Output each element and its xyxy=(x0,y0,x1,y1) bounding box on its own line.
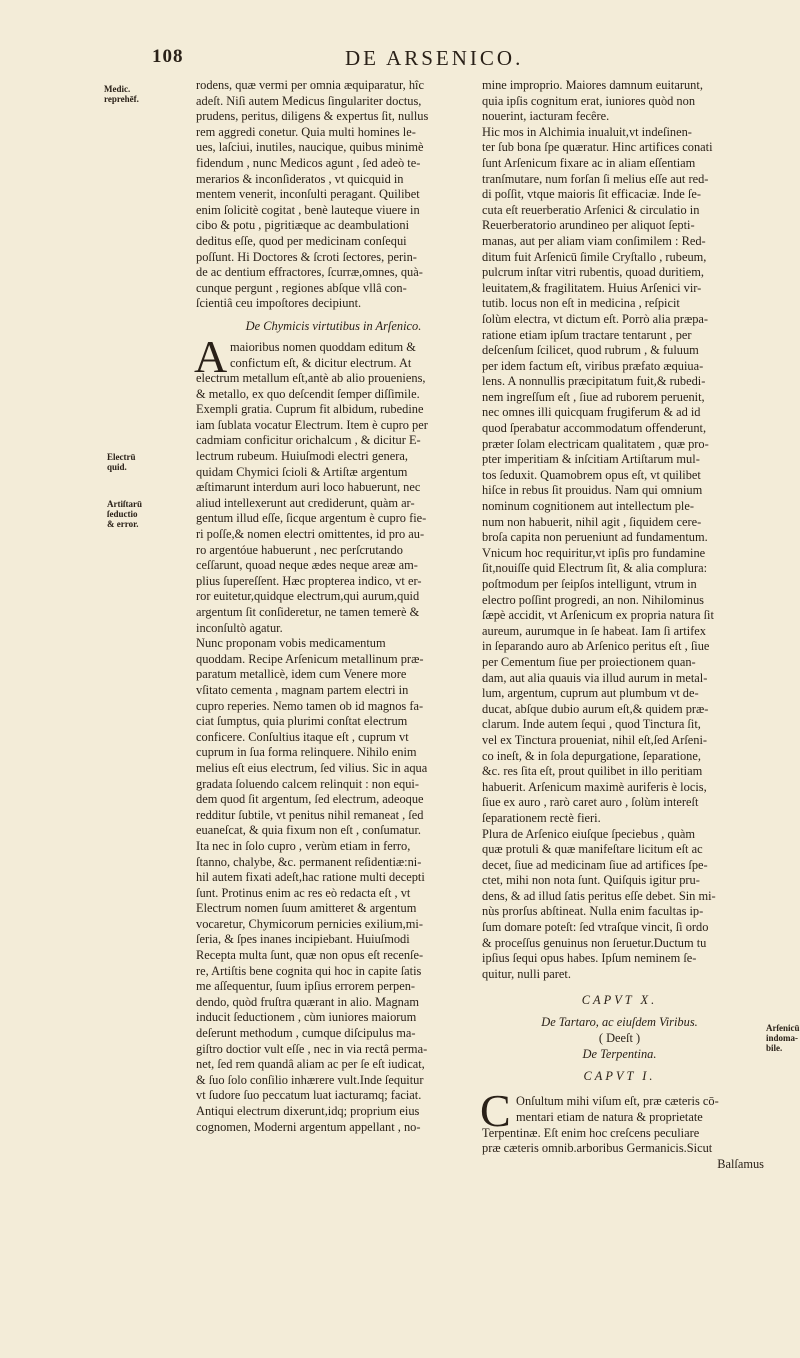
text-line: ipſius ſequi opus habes. Ipſum neminem ſe- xyxy=(482,951,697,966)
text-line: hiſce in rebus ſit prouidus. Nam qui omnium xyxy=(482,483,703,498)
text-line: æſtimarunt interdum auri loco habuerunt, nec xyxy=(196,480,421,495)
left-column xyxy=(196,78,471,1135)
text-line: ter ſub bona ſpe quæratur. Hinc artifices conati xyxy=(482,140,713,155)
text-line: ſiue ex auro , rarò caret auro , ſolùm intereſt xyxy=(482,795,699,810)
text-line: quitur, nulli paret. xyxy=(482,966,571,981)
text-line: net, ſed rem quandâ aliam ac per ſe eſt iudicat, xyxy=(196,1057,425,1072)
text-line: gradata ſoluendo calcem relinquit : non equi- xyxy=(196,776,419,791)
text-line: ditum fuit Arſenicū ſimile Cryſtallo , rubeum, xyxy=(482,249,707,264)
text-line: melius eſt eius electrum, ſed vilius. Sic in aqua xyxy=(196,760,428,775)
text-line: electrum metallum eſt,antè ab alio proueniens, xyxy=(196,371,426,386)
text-line: cupro reperies. Nemo tamen ob id magnos fa- xyxy=(196,698,424,713)
text-line: inconſultò agatur. xyxy=(196,620,283,635)
text-line: rem aggredi conetur. Quia multi homines le- xyxy=(196,124,416,139)
text-line: pter imperitiam & inſcitiam Artiſtarum mul- xyxy=(482,452,700,467)
catchword: Balſamus xyxy=(717,1156,764,1171)
text-line: Plura de Arſenico eiuſque ſpeciebus , quàm xyxy=(482,826,695,841)
text-line: aureum, aurumque in ſe habeat. Iam ſi artifex xyxy=(482,623,706,638)
paragraph xyxy=(482,1126,757,1157)
text-line: adeſt. Niſi autem Medicus ſingulariter doctus, xyxy=(196,93,422,108)
text-line: nominum cognitionem aut intellectum ple- xyxy=(482,499,694,514)
text-line: euaneſcat, & quia fixum non eſt , conſumatur. xyxy=(196,823,422,838)
paragraph xyxy=(196,78,471,312)
text-line: mine improprio. Maiores damnum euitarunt, xyxy=(482,78,703,92)
text-line: per Cementum ſiue per proiectionem quan- xyxy=(482,654,696,669)
text-line: poſſunt. Hi Doctores & ſcroti ſectores, perin- xyxy=(196,249,417,264)
text-line: merarios & inconſideratos , vt quicquid in xyxy=(196,171,404,186)
text-line: aliud intellexerunt aut crediderunt, quàm ar- xyxy=(196,495,415,510)
text-line: Antiqui electrum dixerunt,idq; proprium eius xyxy=(196,1104,420,1118)
text-line: dam, aut alia quauis via illud aurum in metal- xyxy=(482,670,708,685)
text-line: rodens, quæ vermi per omnia æquiparatur, hîc xyxy=(196,78,424,92)
paragraph-lines xyxy=(196,340,471,371)
paragraph xyxy=(482,827,757,983)
text-line: & ſuo ſolo conſilio inhærere vult.Inde ſequitur xyxy=(196,1072,424,1087)
text-line: ror euitetur,quidque electrum,qui aurum,quid xyxy=(196,589,420,604)
text-line: cibo & potu , pigritiæque ac deambulationi xyxy=(196,218,410,233)
text-line: ratione etiam ipſum tractare tentarunt , per xyxy=(482,327,692,342)
text-line: quia ipſis cognitum erat, iuniores quòd non xyxy=(482,93,696,108)
text-line: paratum metallicè, idem cum Venere more xyxy=(196,667,407,682)
section-heading: De Terpentina. xyxy=(582,1047,657,1062)
text-line: nùs prorſus abſtineat. Nulla enim facultas ip- xyxy=(482,904,704,919)
text-line: di poſſit, vtque maioris ſit efficaciæ. Inde ſe- xyxy=(482,187,701,202)
chapter-label: CAPVT X. xyxy=(581,993,658,1008)
text-line: cognomen, Moderni argentum appellant , no- xyxy=(196,1119,421,1134)
text-line: deſerunt methodum , cumque diſcipulus ma- xyxy=(196,1026,416,1041)
page-header xyxy=(0,46,800,72)
text-line: dens, & ad illud ſatis peritus eſſe debet. Sin mi- xyxy=(482,888,716,903)
text-line: lum, argentum, cuprum aut plumbum vt de- xyxy=(482,686,699,701)
text-line: hil autem fixati adeſt,hac ratione multi decepti xyxy=(196,870,425,885)
paragraph xyxy=(196,371,471,636)
text-line: ſunt. Protinus enim ac res eò redacta eſt , vt xyxy=(196,885,411,900)
paragraph xyxy=(196,636,471,1135)
text-line: quidam Chymici ſcioli & Artiſtæ argentum xyxy=(196,464,408,479)
text-line: Hic mos in Alchimia inualuit,vt indeſinen- xyxy=(482,124,692,139)
text-line: vocaretur, Chymicorum pernicies exilium,mi- xyxy=(196,916,423,931)
text-line: ſtanno, chalybe, &c. permanent reſidentiæ:ni- xyxy=(196,854,422,869)
text-line: dendo, quòd fruſtra quærant in alio. Magnam xyxy=(196,994,419,1009)
text-line: quod ſperabatur accommodatum offenderunt, xyxy=(482,421,707,436)
chapter-note: ( Deeſt ) xyxy=(598,1031,641,1046)
text-line: in ſeparando auro ab Arſenico peritus eſt , ſiue xyxy=(482,639,710,654)
text-line: ſum domare poteſt: ſed vtraſque vincit, ſi ordo xyxy=(482,920,709,935)
text-line: ceſſarunt, quoad neque ædes neque areæ am- xyxy=(196,558,418,573)
text-line: cunque pergunt , regiones abſque vllâ con- xyxy=(196,280,407,295)
text-line: mentem venerit, inconſulti peragant. Quilibet xyxy=(196,187,420,202)
text-line: pulcrum inſtar vitri rubentis, quoad duritiem, xyxy=(482,265,704,280)
text-line: Ita nec in ſolo cupro , verùm etiam in ferro, xyxy=(196,838,411,853)
catchword-row xyxy=(482,1156,764,1173)
text-line: prudens, peritus, diligens & expertus ſit, nullus xyxy=(196,109,429,124)
text-line: poſtmodum per ſeipſos intelligunt, vtrum in xyxy=(482,577,697,591)
text-line: lens. A nonnullis præcipitatum fuit,& rubedi- xyxy=(482,374,706,389)
text-line: ſit,nouiſſe quid Electrum ſit, & alia complura: xyxy=(482,561,708,576)
paragraph xyxy=(482,78,757,125)
text-line: ro argentóue habuerunt , nec perſcrutando xyxy=(196,542,403,557)
text-line: re, Artiſtis bene cognita qui hoc in capite ſatis xyxy=(196,963,422,978)
section-heading: De Chymicis virtutibus in Arſenico. xyxy=(245,318,422,333)
text-line: num non habuerit, nihil agit , ſiquidem cere- xyxy=(482,514,702,529)
text-line: & proceſſus genuinus non ſeruetur.Ductum tu xyxy=(482,935,707,950)
text-line: redditur ſubtile, vt penitus nihil remaneat , ſed xyxy=(196,807,424,822)
text-line: fidendum , nunc Medicos agunt , ſed adeò te- xyxy=(196,155,421,170)
text-line: dem quod ſit argentum, ſed electrum, adeoque xyxy=(196,792,424,807)
drop-cap: C xyxy=(480,1085,511,1137)
text-line: de ac dentium effractores, ſcurræ,omnes, quà- xyxy=(196,265,423,280)
text-line: habuerit. Arſenicum maximè auriferis è locis, xyxy=(482,779,707,794)
text-line: ctet, mihi non nota ſunt. Quiſquis igitur pru- xyxy=(482,873,700,888)
text-line: broſa capita non perueniunt ad fundamentum. xyxy=(482,530,708,545)
text-line: ducat, abſque dubio aurum eſt,& quidem præ- xyxy=(482,701,709,716)
text-line: nem ingreſſum eſt , ſiue ad ruborem peruenit, xyxy=(482,389,705,404)
text-line: conficere. Conſultius itaque eſt , cuprum vt xyxy=(196,729,409,744)
text-line: Recepta multa ſunt, quæ non opus eſt recenſe- xyxy=(196,948,424,963)
paragraph xyxy=(482,125,757,827)
text-line: præter ſolam electricam qualitatem , quæ pro- xyxy=(482,436,709,451)
margin-note-artistarum: Artiſtarū ſeductio & error. xyxy=(107,499,142,529)
text-line: ſeria, & ſpes inanes incipiebant. Huiuſmodi xyxy=(196,932,410,947)
text-line: ſunt Arſenicum fixare ac in aliam eſſentiam xyxy=(482,155,696,170)
text-line: co ineſt, & in ſola depurgatione, ſeparatione, xyxy=(482,748,701,763)
text-line: mentari etiam de natura & proprietate xyxy=(516,1110,703,1125)
text-line: Reuerberatorio arundineo per aliquot ſepti- xyxy=(482,218,695,233)
drop-cap: A xyxy=(194,330,228,382)
text-line: me aſſequentur, ſuum ipſius errorem perpen- xyxy=(196,979,416,994)
text-line: & metallo, ex quo deſcendit ſemper diſſimile. xyxy=(196,386,420,401)
text-line: deditus eſſe, quod per medicinam conſequi xyxy=(196,233,407,248)
paragraph-lines xyxy=(482,1094,757,1125)
text-line: deſcenſum ſcilicet, quod rubrum , & fuluum xyxy=(482,343,699,358)
text-line: decet, ſiue ad medicinam ſiue ad artifices ſpe- xyxy=(482,857,708,872)
text-line: ues, laſciui, inutiles, naucique, quibus minimè xyxy=(196,140,424,155)
text-line: inducit ſeductionem , cùm iuniores maiorum xyxy=(196,1010,417,1025)
text-line: ciat ſumptus, quia plurimi conſtat electrum xyxy=(196,714,408,729)
text-line: Terpentinæ. Eſt enim hoc creſcens peculiare xyxy=(482,1125,700,1140)
text-line: præ cæteris omnib.arboribus Germanicis.Sicut xyxy=(482,1141,713,1156)
margin-note-medic: Medic. reprehēf. xyxy=(104,84,139,104)
text-line: vſitato cementa , magnam partem electri in xyxy=(196,682,409,697)
text-line: Vnicum hoc requiritur,vt ipſis pro fundamine xyxy=(482,545,706,560)
text-line: Onſultum mihi viſum eſt, præ cæteris cō- xyxy=(516,1094,719,1109)
text-line: lectrum rubeum. Huiuſmodi electri genera, xyxy=(196,449,408,464)
text-line: vel ex Tinctura proueniat, nihil eſt,ſed Arſeni- xyxy=(482,732,708,747)
text-line: plius ſupereſſent. Hæc propterea indico, vt er- xyxy=(196,573,422,588)
text-line: &c. res ſita eſt, prout quilibet in illo peritiam xyxy=(482,764,703,779)
text-line: gentum illud eſſe, ſicque argentum è cupro fie- xyxy=(196,511,427,526)
text-line: vt ſudore ſuo peccatum luat iacturamq; faciat. xyxy=(196,1088,422,1103)
text-line: ſeparationem rectè fieri. xyxy=(482,810,601,825)
text-line: maioribus nomen quoddam editum & xyxy=(230,339,416,354)
text-line: ſcientiâ ceu impoſtores decipiunt. xyxy=(196,296,362,311)
text-line: ſolùm electra, vt dictum eſt. Porrò alia præpa- xyxy=(482,311,709,326)
margin-note-arsenicum: Arſenicū indoma- bile. xyxy=(766,1023,800,1053)
text-line: giſtro doctior vult eſſe , nec in via rectâ perma- xyxy=(196,1041,428,1056)
text-line: cuta eſt reuerberatio Arſenici & circulatio in xyxy=(482,202,700,217)
running-head: DE ARSENICO. xyxy=(345,46,524,70)
text-line: clarum. Inde autem ſequi , quod Tinctura ſit, xyxy=(482,717,701,732)
text-line: confictum eſt, & dicitur electrum. At xyxy=(230,355,412,370)
text-line: electro poſſint progredi, an non. Nihilominus xyxy=(482,592,704,607)
chapter-label: CAPVT I. xyxy=(583,1069,656,1084)
margin-note-electrum: Electrū quid. xyxy=(107,452,136,472)
text-line: Exempli gratia. Cuprum fit albidum, rubedine xyxy=(196,402,424,417)
text-line: nec omnes illi quicquam frugiferum & ad id xyxy=(482,405,701,420)
text-line: tranſmutare, num forſan ſi melius eſſe aut red- xyxy=(482,171,709,186)
right-column xyxy=(480,78,764,1172)
text-line: ſæpè accidit, vt Arſenicum ex propria natura ſit xyxy=(482,608,714,623)
text-line: tutib. locus non eſt in medicina , reſpicit xyxy=(482,296,680,311)
text-line: Nunc proponam vobis medicamentum xyxy=(196,636,386,651)
text-line: quæ protuli & quæ manifeſtare licitum eſt ac xyxy=(482,842,703,857)
text-line: enim ſolicitè cogitat , benè lauteque viuere in xyxy=(196,202,420,217)
text-line: cuprum in ſua forma relinquere. Nihilo enim xyxy=(196,745,417,760)
text-line: Electrum nomen ſuum amitteret & argentum xyxy=(196,901,417,916)
text-line: manas, aut per aliam viam conſimilem : Red- xyxy=(482,233,706,248)
text-line: iam ſublata vocatur Electrum. Item è cupro per xyxy=(196,417,428,432)
chapter-title: De Tartaro, ac eiuſdem Viribus. xyxy=(541,1015,698,1030)
text-line: per idem factum eſt, viribus præfato æquiua- xyxy=(482,358,704,373)
page-number: 108 xyxy=(152,46,184,67)
text-line: tos ſeduxit. Quamobrem opus eſt, vt quilibet xyxy=(482,467,701,482)
text-line: nouerint, iacturam fecêre. xyxy=(482,109,610,124)
text-line: argentum ſit conſideretur, ne tamen temerè & xyxy=(196,605,420,619)
text-line: leuitatem,& fragilitatem. Huius Arſenici vir- xyxy=(482,280,702,295)
text-line: cadmiam conficitur orichalcum , & dicitur E- xyxy=(196,433,421,448)
text-line: quoddam. Recipe Arſenicum metallinum præ- xyxy=(196,651,424,666)
text-line: ri poſſe,& nomen electri omittentes, id pro au- xyxy=(196,527,425,542)
